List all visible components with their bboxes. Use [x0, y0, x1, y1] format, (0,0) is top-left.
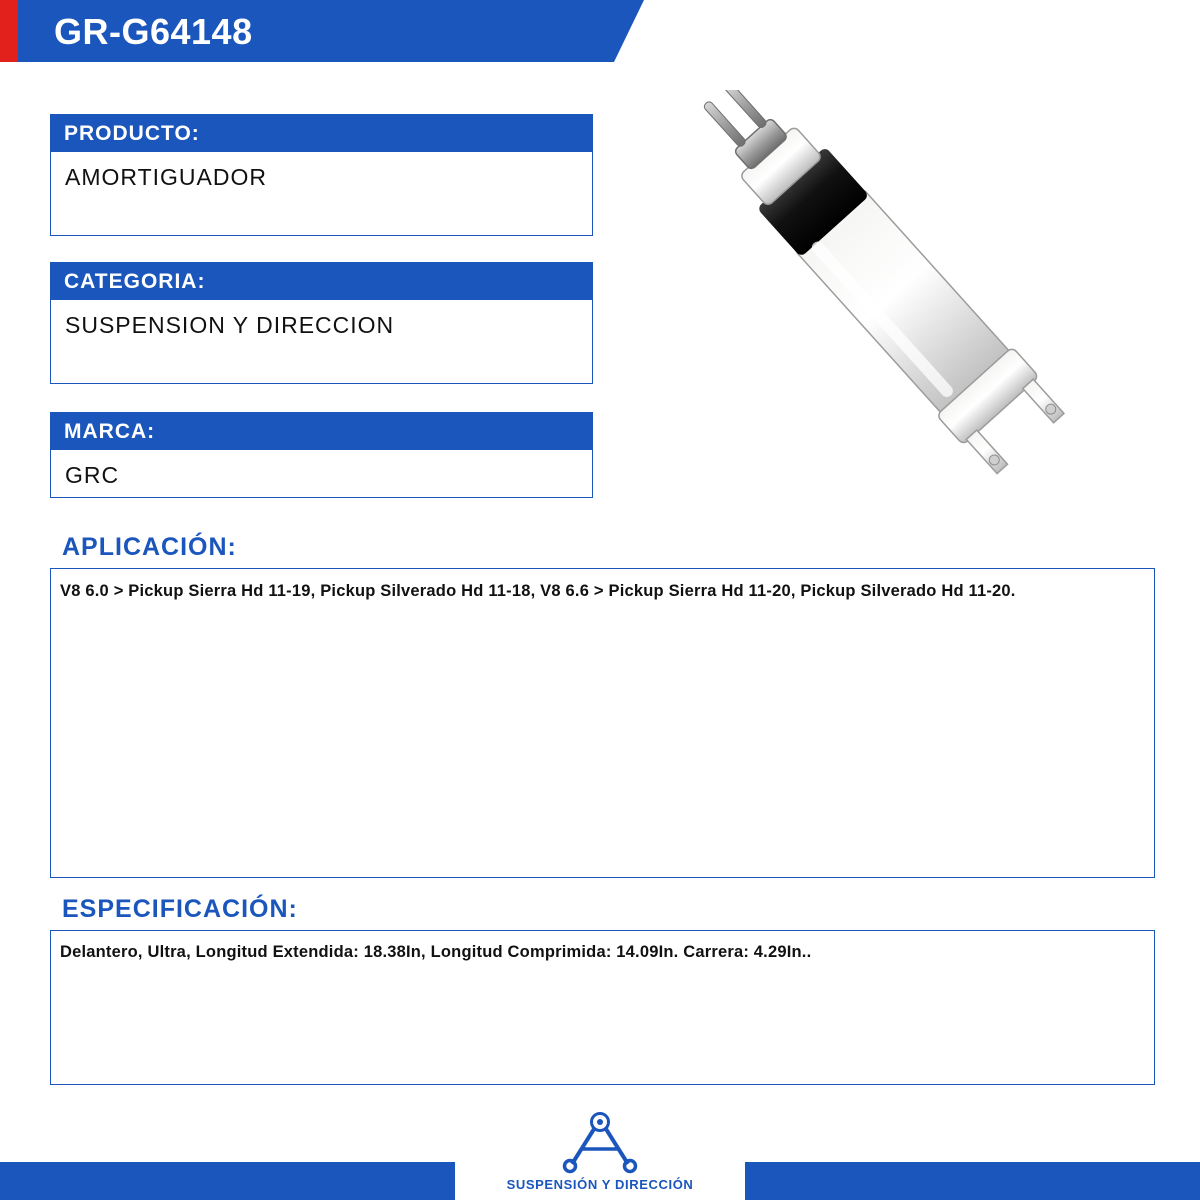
suspension-control-arm-icon: [455, 1112, 745, 1174]
field-value-marca: GRC: [50, 450, 593, 498]
section-title-aplicacion: APLICACIÓN:: [62, 533, 237, 561]
product-photo: [640, 90, 1160, 510]
field-label-categoria: CATEGORIA:: [50, 262, 593, 300]
page-title: GR-G64148: [54, 11, 253, 52]
section-title-especificacion: ESPECIFICACIÓN:: [62, 895, 298, 923]
page-header: [0, 0, 1200, 62]
field-label-marca: MARCA:: [50, 412, 593, 450]
field-label-producto: PRODUCTO:: [50, 114, 593, 152]
field-value-producto: AMORTIGUADOR: [50, 152, 593, 236]
field-value-categoria: SUSPENSION Y DIRECCION: [50, 300, 593, 384]
section-box-aplicacion: [50, 568, 1155, 878]
section-text-aplicacion: V8 6.0 > Pickup Sierra Hd 11-19, Pickup Silverado Hd 11-18, V8 6.6 > Pickup Sierra Hd 11-20, Pickup Silverado Hd 11-20.: [60, 582, 1016, 600]
footer-caption: SUSPENSIÓN Y DIRECCIÓN: [506, 1177, 694, 1192]
section-text-especificacion: Delantero, Ultra, Longitud Extendida: 18.38In, Longitud Comprimida: 14.09In. Carrera: 4.29In..: [60, 943, 812, 961]
header-red-accent: [0, 0, 18, 62]
shock-absorber-photo: [640, 90, 1160, 510]
